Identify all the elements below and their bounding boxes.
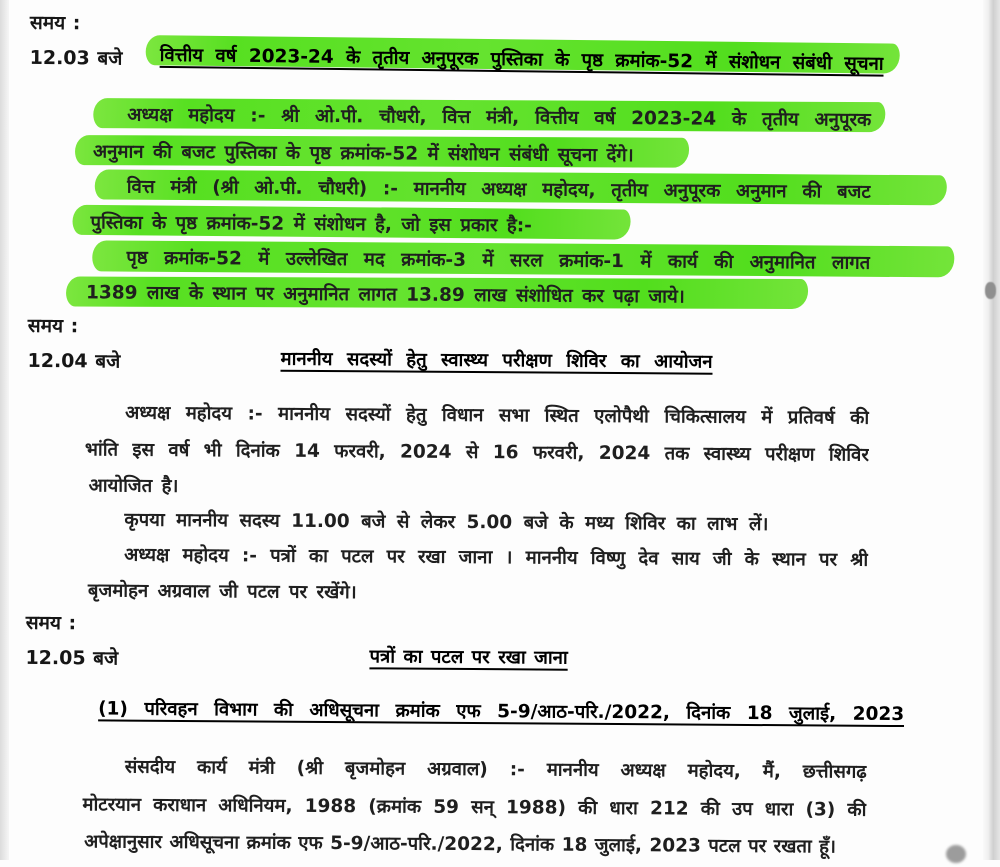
- scan-smudge: [946, 845, 966, 863]
- time-value: 12.04 बजे: [27, 349, 121, 373]
- section-heading: पत्रों का पटल पर रखा जाना: [369, 646, 568, 669]
- text-line: पृष्ठ क्रमांक-52 में उल्लेखित मद क्रमांक-3 में सरल क्रमांक-1 में कार्य की अनुमानित लागत: [126, 247, 871, 274]
- text-line: अनुमान की बजट पुस्तिका के पृष्ठ क्रमांक-52 में संशोधन संबंधी सूचना देंगे।: [92, 141, 634, 167]
- text-line: बृजमोहन अग्रवाल जी पटल पर रखेंगे।: [87, 580, 357, 604]
- text-line: 1389 लाख के स्थान पर अनुमानित लागत 13.89 लाख संशोधित कर पढ़ा जाये।: [85, 282, 685, 308]
- scan-smudge: [985, 282, 996, 299]
- section-heading: वित्तीय वर्ष 2023-24 के तृतीय अनुपूरक पुस्तिका के पृष्ठ क्रमांक-52 में संशोधन संबंधी सूचना: [159, 44, 884, 75]
- text-line: भांति इस वर्ष भी दिनांक 14 फरवरी, 2024 से 16 फरवरी, 2024 तक स्वास्थ्य परीक्षण शिविर: [84, 439, 869, 466]
- time-value: 12.03 बजे: [29, 46, 123, 70]
- time-label: समय :: [29, 11, 81, 35]
- text-line: कृपया माननीय सदस्य 11.00 बजे से लेकर 5.00 बजे के मध्य शिविर का लाभ लें।: [124, 509, 769, 536]
- text-line: मोटरयान कराधान अधिनियम, 1988 (क्रमांक 59 सन् 1988) की धारा 212 की उप धारा (3) की: [82, 794, 867, 821]
- text-line: अध्यक्ष महोदय :- पत्रों का पटल पर रखा जाना । माननीय विष्णु देव साय जी के स्थान पर श्री: [124, 544, 869, 571]
- text-line: वित्त मंत्री (श्री ओ.पी. चौधरी) :- माननीय अध्यक्ष महोदय, तृतीय अनुपूरक अनुमान की बजट: [126, 176, 871, 203]
- section-heading: माननीय सदस्यों हेतु स्वास्थ्य परीक्षण शिविर का आयोजन: [280, 348, 713, 373]
- text-line: संसदीय कार्य मंत्री (श्री बृजमोहन अग्रवाल) :- माननीय अध्यक्ष महोदय, मैं, छत्तीसगढ़: [124, 756, 867, 783]
- time-value: 12.05 बजे: [25, 646, 119, 670]
- text-line: आयोजित है।: [88, 475, 179, 497]
- text-line: अध्यक्ष महोदय :- माननीय सदस्यों हेतु विधान सभा स्थित एलोपैथी चिकित्सालय में प्रतिवर्ष की: [125, 402, 870, 429]
- text-line: अपेक्षानुसार अधिसूचना क्रमांक एफ 5-9/आठ-परि./2022, दिनांक 18 जुलाई, 2023 पटल पर रखता हूँ।: [84, 831, 837, 858]
- page-left-edge-shadow: [0, 0, 9, 860]
- time-label: समय :: [27, 314, 79, 338]
- time-label: समय :: [25, 611, 77, 635]
- text-line: अध्यक्ष महोदय :- श्री ओ.पी. चौधरी, वित्त मंत्री, वित्तीय वर्ष 2023-24 के तृतीय अनुपूरक: [127, 104, 872, 131]
- page-right-edge-shadow: [983, 0, 1000, 860]
- item-heading: (1) परिवहन विभाग की अधिसूचना क्रमांक एफ 5-9/आठ-परि./2022, दिनांक 18 जुलाई, 2023: [98, 698, 905, 726]
- text-line: पुस्तिका के पृष्ठ क्रमांक-52 में संशोधन है, जो इस प्रकार है:-: [90, 212, 532, 237]
